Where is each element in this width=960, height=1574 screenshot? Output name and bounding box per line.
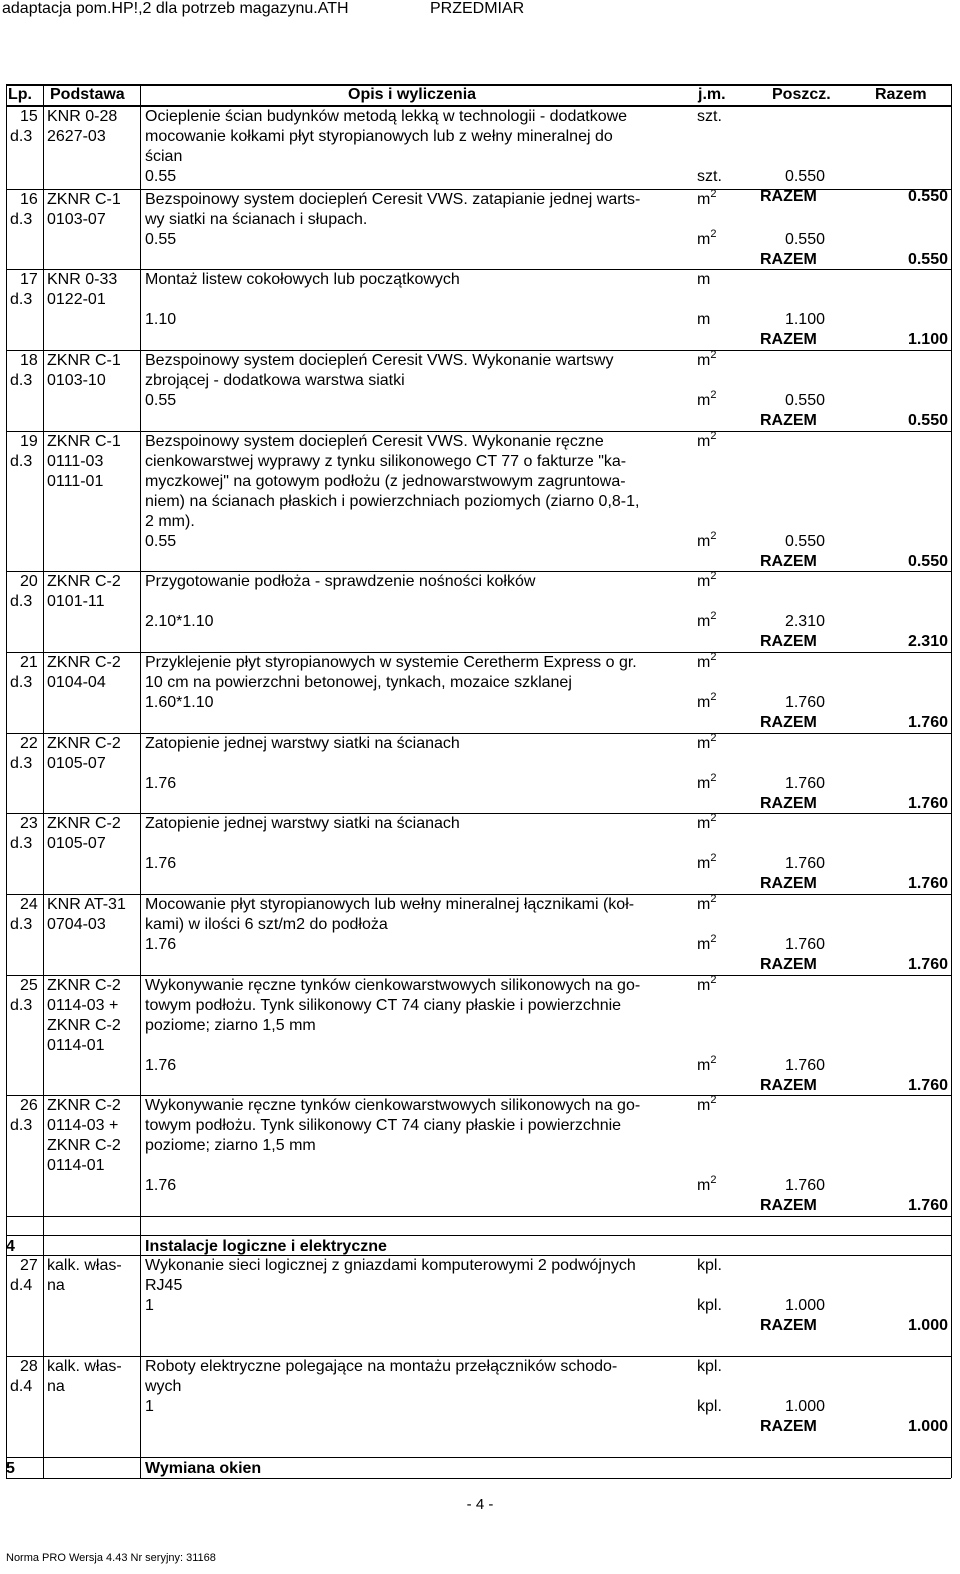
document-header-title: adaptacja pom.HP!,2 dla potrzeb magazynu.ATH xyxy=(2,0,349,17)
description-line: kami) w ilości 6 szt/m2 do podłoża xyxy=(145,916,388,933)
basis-code: 0114-03 + xyxy=(47,1117,119,1134)
description-line: poziome; ziarno 1,5 mm xyxy=(145,1017,316,1034)
description-line: Wykonywanie ręczne tynków cienkowarstwowych silikonowych na go- xyxy=(145,977,641,994)
basis-code: na xyxy=(47,1277,65,1294)
basis-code: ZKNR C-1 xyxy=(47,433,121,450)
description-line: Bezspoinowy system dociepleń Ceresit VWS. Wykonanie ręczne xyxy=(145,433,604,450)
description-line: RJ45 xyxy=(145,1277,183,1294)
razem-label: RAZEM xyxy=(760,795,817,812)
software-footer: Norma PRO Wersja 4.43 Nr seryjny: 31168 xyxy=(6,1552,216,1564)
position-number: d.3 xyxy=(10,372,33,389)
basis-code: 0114-01 xyxy=(47,1037,105,1054)
razem-value: 1.760 xyxy=(907,1197,948,1214)
description-line: poziome; ziarno 1,5 mm xyxy=(145,1137,316,1154)
calculation-unit: $m^2$ xyxy=(697,228,717,248)
position-number: 17 xyxy=(20,271,38,288)
position-number: 18 xyxy=(20,352,38,369)
calculation-value: 1 xyxy=(145,1297,154,1314)
position-number: d.3 xyxy=(10,916,33,933)
calculation-unit: kpl. xyxy=(697,1398,722,1415)
table-column-border xyxy=(43,84,44,1478)
position-number: d.3 xyxy=(10,755,33,772)
razem-label: RAZEM xyxy=(760,1197,817,1214)
unit-of-measure: szt. xyxy=(697,108,722,125)
basis-code: KNR AT-31 xyxy=(47,896,126,913)
unit-of-measure: $m^2$ xyxy=(697,974,717,994)
description-line: wych xyxy=(145,1378,182,1395)
razem-value: 1.760 xyxy=(907,1077,948,1094)
partial-value: 1.760 xyxy=(784,694,825,711)
razem-value: 1.760 xyxy=(907,875,948,892)
unit-of-measure: $m^2$ xyxy=(697,812,717,832)
section-number: 4 xyxy=(6,1238,15,1255)
table-column-border xyxy=(951,84,952,1478)
basis-code: 0114-03 + xyxy=(47,997,119,1014)
razem-value: 1.760 xyxy=(907,714,948,731)
position-number: 27 xyxy=(20,1257,38,1274)
description-line: Przygotowanie podłoża - sprawdzenie nośności kołków xyxy=(145,573,536,590)
basis-code: 0103-07 xyxy=(47,211,106,228)
col-header-opis: Opis i wyliczenia xyxy=(348,86,477,103)
position-number: 23 xyxy=(20,815,38,832)
table-column-border xyxy=(6,84,7,1478)
description-line: cienkowarstwej wyprawy z tynku silikonowego CT 77 o fakturze "ka- xyxy=(145,453,627,470)
razem-label: RAZEM xyxy=(760,331,817,348)
razem-label: RAZEM xyxy=(760,412,817,429)
position-number: 22 xyxy=(20,735,38,752)
row-separator xyxy=(6,1478,951,1479)
partial-value: 1.000 xyxy=(784,1398,825,1415)
basis-code: KNR 0-28 xyxy=(47,108,118,125)
calculation-value: 0.55 xyxy=(145,168,177,185)
position-number: d.3 xyxy=(10,211,33,228)
razem-value: 1.000 xyxy=(907,1418,948,1435)
position-number: d.3 xyxy=(10,1117,33,1134)
position-number: 25 xyxy=(20,977,38,994)
partial-value: 0.550 xyxy=(784,392,825,409)
razem-label: RAZEM xyxy=(760,956,817,973)
description-line: Ocieplenie ścian budynków metodą lekką w technologii - dodatkowe xyxy=(145,108,628,125)
basis-code: 0101-11 xyxy=(47,593,105,610)
description-line: ścian xyxy=(145,148,183,165)
description-line: towym podłożu. Tynk silikonowy CT 74 ciany płaskie i powierzchnie xyxy=(145,1117,622,1134)
position-number: d.3 xyxy=(10,674,33,691)
basis-code: 0122-01 xyxy=(47,291,106,308)
calculation-value: 0.55 xyxy=(145,231,177,248)
position-number: d.4 xyxy=(10,1378,33,1395)
position-number: 20 xyxy=(20,573,38,590)
description-line: zbrojącej - dodatkowa warstwa siatki xyxy=(145,372,405,389)
unit-of-measure: m xyxy=(697,271,711,288)
partial-value: 1.760 xyxy=(784,1057,825,1074)
unit-of-measure: $m^2$ xyxy=(697,188,717,208)
basis-code: ZKNR C-2 xyxy=(47,573,121,590)
col-header-poszcz: Poszcz. xyxy=(772,86,831,103)
unit-of-measure: $m^2$ xyxy=(697,1094,717,1114)
basis-code: ZKNR C-2 xyxy=(47,735,121,752)
description-line: 2 mm). xyxy=(145,513,195,530)
basis-code: ZKNR C-2 xyxy=(47,1017,121,1034)
description-line: Wykonanie sieci logicznej z gniazdami komputerowymi 2 podwójnych xyxy=(145,1257,636,1274)
position-number: d.3 xyxy=(10,997,33,1014)
razem-value: 0.550 xyxy=(907,412,948,429)
description-line: wy siatki na ścianach i słupach. xyxy=(145,211,368,228)
calculation-value: 2.10*1.10 xyxy=(145,613,214,630)
document-header-type: PRZEDMIAR xyxy=(430,0,525,17)
page-number: - 4 - xyxy=(466,1496,494,1513)
position-number: 28 xyxy=(20,1358,38,1375)
description-line: mocowanie kołkami płyt styropianowych lub z wełny mineralnej do xyxy=(145,128,613,145)
razem-label: RAZEM xyxy=(760,553,817,570)
basis-code: ZKNR C-2 xyxy=(47,654,121,671)
unit-of-measure: $m^2$ xyxy=(697,430,717,450)
razem-label: RAZEM xyxy=(760,1418,817,1435)
calculation-unit: kpl. xyxy=(697,1297,722,1314)
razem-label: RAZEM xyxy=(760,1317,817,1334)
calculation-unit: szt. xyxy=(697,168,722,185)
description-line: Wykonywanie ręczne tynków cienkowarstwowych silikonowych na go- xyxy=(145,1097,641,1114)
position-number: d.3 xyxy=(10,835,33,852)
calculation-unit: $m^2$ xyxy=(697,852,717,872)
basis-code: kalk. włas- xyxy=(47,1257,122,1274)
section-number: 5 xyxy=(6,1460,15,1477)
razem-label: RAZEM xyxy=(760,714,817,731)
unit-of-measure: $m^2$ xyxy=(697,651,717,671)
razem-value: 1.760 xyxy=(907,795,948,812)
razem-value: 1.760 xyxy=(907,956,948,973)
unit-of-measure: kpl. xyxy=(697,1257,722,1274)
calculation-value: 0.55 xyxy=(145,533,177,550)
basis-code: 0111-01 xyxy=(47,473,104,490)
basis-code: kalk. włas- xyxy=(47,1358,122,1375)
description-line: Bezspoinowy system dociepleń Ceresit VWS. Wykonanie wartswy xyxy=(145,352,614,369)
description-line: Zatopienie jednej warstwy siatki na ścianach xyxy=(145,735,460,752)
partial-value: 1.760 xyxy=(784,775,825,792)
calculation-value: 1.76 xyxy=(145,1057,177,1074)
position-number: 15 xyxy=(20,108,38,125)
section-title: Instalacje logiczne i elektryczne xyxy=(145,1238,387,1255)
position-number: 16 xyxy=(20,191,38,208)
row-separator xyxy=(6,1235,951,1236)
unit-of-measure: kpl. xyxy=(697,1358,722,1375)
basis-code: 0111-03 xyxy=(47,453,104,470)
description-line: myczkowej" na gotowym podłożu (z jednowarstwowym zagruntowa- xyxy=(145,473,626,490)
col-header-razem: Razem xyxy=(875,86,927,103)
basis-code: 0105-07 xyxy=(47,755,106,772)
partial-value: 1.760 xyxy=(784,855,825,872)
razem-label: RAZEM xyxy=(760,251,817,268)
basis-code: ZKNR C-1 xyxy=(47,191,121,208)
calculation-unit: m xyxy=(697,311,711,328)
calculation-unit: $m^2$ xyxy=(697,691,717,711)
partial-value: 0.550 xyxy=(784,168,825,185)
calculation-unit: $m^2$ xyxy=(697,530,717,550)
basis-code: ZKNR C-2 xyxy=(47,1137,121,1154)
partial-value: 1.000 xyxy=(784,1297,825,1314)
razem-value: 0.550 xyxy=(907,188,948,205)
partial-value: 0.550 xyxy=(784,533,825,550)
calculation-unit: $m^2$ xyxy=(697,933,717,953)
razem-label: RAZEM xyxy=(760,875,817,892)
position-number: d.3 xyxy=(10,453,33,470)
row-separator xyxy=(6,1457,951,1458)
basis-code: na xyxy=(47,1378,65,1395)
unit-of-measure: $m^2$ xyxy=(697,570,717,590)
unit-of-measure: $m^2$ xyxy=(697,349,717,369)
description-line: Montaż listew cokołowych lub początkowych xyxy=(145,271,460,288)
position-number: d.4 xyxy=(10,1277,33,1294)
col-header-lp: Lp. xyxy=(8,86,32,103)
basis-code: KNR 0-33 xyxy=(47,271,118,288)
description-line: Przyklejenie płyt styropianowych w systemie Ceretherm Express o gr. xyxy=(145,654,637,671)
razem-label: RAZEM xyxy=(760,1077,817,1094)
basis-code: 0704-03 xyxy=(47,916,106,933)
razem-label: RAZEM xyxy=(760,188,817,205)
calculation-value: 1.10 xyxy=(145,311,177,328)
position-number: 26 xyxy=(20,1097,38,1114)
col-header-jm: j.m. xyxy=(698,86,726,103)
razem-value: 0.550 xyxy=(907,251,948,268)
basis-code: ZKNR C-2 xyxy=(47,1097,121,1114)
basis-code: ZKNR C-1 xyxy=(47,352,121,369)
position-number: d.3 xyxy=(10,291,33,308)
description-line: towym podłożu. Tynk silikonowy CT 74 ciany płaskie i powierzchnie xyxy=(145,997,622,1014)
razem-value: 1.000 xyxy=(907,1317,948,1334)
razem-value: 0.550 xyxy=(907,553,948,570)
calculation-value: 1.76 xyxy=(145,775,177,792)
calculation-unit: $m^2$ xyxy=(697,1174,717,1194)
basis-code: ZKNR C-2 xyxy=(47,815,121,832)
calculation-value: 1.60*1.10 xyxy=(145,694,214,711)
calculation-unit: $m^2$ xyxy=(697,1054,717,1074)
calculation-value: 1.76 xyxy=(145,1177,177,1194)
basis-code: 0104-04 xyxy=(47,674,106,691)
position-number: d.3 xyxy=(10,593,33,610)
razem-value: 1.100 xyxy=(907,331,948,348)
position-number: 21 xyxy=(20,654,38,671)
unit-of-measure: $m^2$ xyxy=(697,732,717,752)
position-number: 19 xyxy=(20,433,38,450)
position-number: 24 xyxy=(20,896,38,913)
unit-of-measure: $m^2$ xyxy=(697,893,717,913)
partial-value: 1.760 xyxy=(784,1177,825,1194)
row-separator xyxy=(6,1216,951,1217)
description-line: Mocowanie płyt styropianowych lub wełny mineralnej łącznikami (koł- xyxy=(145,896,635,913)
position-number: d.3 xyxy=(10,128,33,145)
section-title: Wymiana okien xyxy=(145,1460,262,1477)
partial-value: 1.760 xyxy=(784,936,825,953)
calculation-value: 1.76 xyxy=(145,936,177,953)
calculation-unit: $m^2$ xyxy=(697,772,717,792)
partial-value: 1.100 xyxy=(784,311,825,328)
description-line: niem) na ścianach płaskich i powierzchniach poziomych (ziarno 0,8-1, xyxy=(145,493,640,510)
partial-value: 2.310 xyxy=(784,613,825,630)
calculation-value: 1.76 xyxy=(145,855,177,872)
description-line: Roboty elektryczne polegające na montażu przełączników schodo- xyxy=(145,1358,618,1375)
description-line: 10 cm na powierzchni betonowej, tynkach, mozaice szklanej xyxy=(145,674,572,691)
table-column-border xyxy=(140,84,141,1478)
description-line: Bezspoinowy system dociepleń Ceresit VWS. zatapianie jednej warts- xyxy=(145,191,641,208)
razem-label: RAZEM xyxy=(760,633,817,650)
calculation-unit: $m^2$ xyxy=(697,610,717,630)
calculation-unit: $m^2$ xyxy=(697,389,717,409)
calculation-value: 0.55 xyxy=(145,392,177,409)
basis-code: 0105-07 xyxy=(47,835,106,852)
basis-code: ZKNR C-2 xyxy=(47,977,121,994)
partial-value: 0.550 xyxy=(784,231,825,248)
basis-code: 0103-10 xyxy=(47,372,106,389)
basis-code: 2627-03 xyxy=(47,128,106,145)
basis-code: 0114-01 xyxy=(47,1157,105,1174)
description-line: Zatopienie jednej warstwy siatki na ścianach xyxy=(145,815,460,832)
calculation-value: 1 xyxy=(145,1398,154,1415)
col-header-podstawa: Podstawa xyxy=(50,86,125,103)
razem-value: 2.310 xyxy=(907,633,948,650)
